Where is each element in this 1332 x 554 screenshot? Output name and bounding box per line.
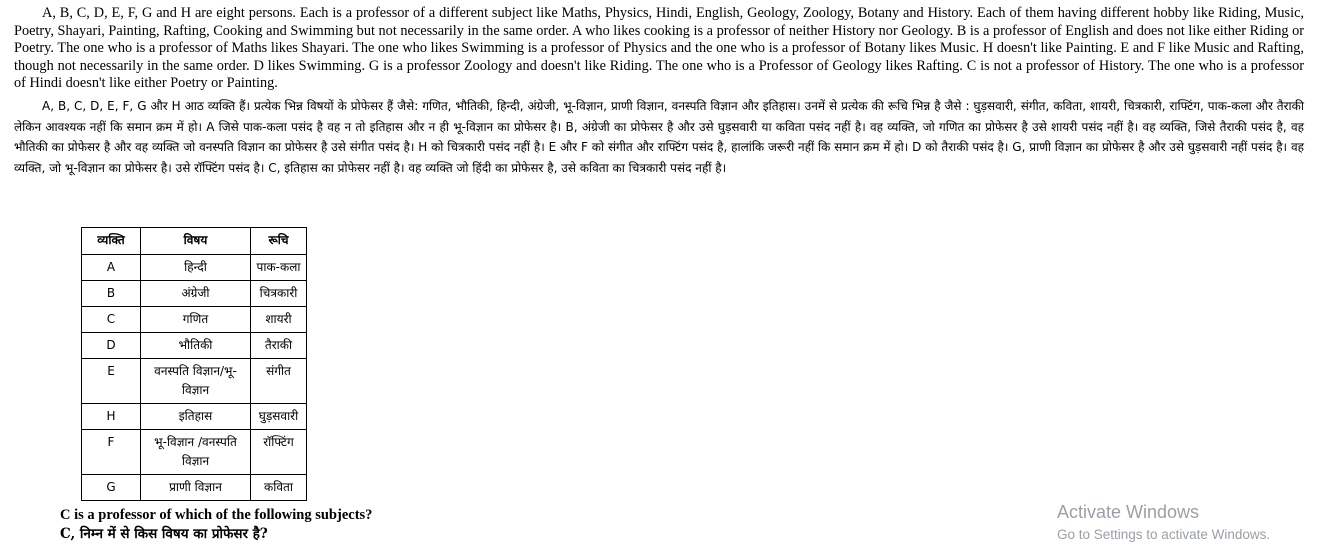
cell-hobby: शायरी xyxy=(251,307,307,333)
table-row xyxy=(82,430,307,475)
question-hindi: C, निम्न में से किस विषय का प्रोफेसर है? xyxy=(60,526,268,542)
table-row xyxy=(82,475,307,501)
cell-subject: अंग्रेजी xyxy=(141,281,251,307)
arrangement-table xyxy=(81,227,307,501)
cell-person: A xyxy=(82,255,141,281)
cell-hobby: तैराकी xyxy=(251,333,307,359)
question-english: C is a professor of which of the following subjects? xyxy=(60,507,373,523)
table-row xyxy=(82,404,307,430)
cell-person: F xyxy=(82,430,141,475)
cell-hobby: राॅफ्टिंग xyxy=(251,430,307,475)
cell-hobby: कविता xyxy=(251,475,307,501)
activation-watermark-subtitle: Go to Settings to activate Windows. xyxy=(1057,527,1271,542)
cell-subject: भौतिकी xyxy=(141,333,251,359)
table-row xyxy=(82,255,307,281)
header-subject: विषय xyxy=(141,228,251,255)
cell-hobby: संगीत xyxy=(251,359,307,404)
cell-subject: हिन्दी xyxy=(141,255,251,281)
cell-hobby: चित्रकारी xyxy=(251,281,307,307)
cell-person: C xyxy=(82,307,141,333)
cell-person: H xyxy=(82,404,141,430)
cell-subject: इतिहास xyxy=(141,404,251,430)
cell-hobby: घुड़सवारी xyxy=(251,404,307,430)
table-row xyxy=(82,359,307,404)
cell-person: E xyxy=(82,359,141,404)
table-row xyxy=(82,333,307,359)
cell-hobby: पाक-कला xyxy=(251,255,307,281)
puzzle-paragraph-english: A, B, C, D, E, F, G and H are eight persons. Each is a professor of a different subject like Maths, Physics, Hindi, English, Geology, Zoology, Botany and History. Each of them having different hobby like Riding, Music, Poetry, Shayari, Painting, Rafting, Cooking and Swimming but not necessarily in the same order. A who likes cooking is a professor of neither History nor Geology. B is a professor of English and does not like either Riding or Poetry. The one who is a professor of Maths likes Shayari. The one who likes Swimming is a professor of Physics and the one who is a professor of Botany likes Music. H doesn't like Painting. E and F like Music and Rafting, though not necessarily in the same order. D likes Swimming. G is a professor Zoology and doesn't like Riding. The one who is a Professor of Geology likes Rafting. C is not a professor of History. The one who is a professor of Hindi doesn't like either Poetry or Painting. xyxy=(14,5,1304,92)
cell-person: B xyxy=(82,281,141,307)
table-row xyxy=(82,281,307,307)
cell-person: D xyxy=(82,333,141,359)
cell-subject: भू-विज्ञान /वनस्पति विज्ञान xyxy=(141,430,251,475)
puzzle-paragraph-hindi: A, B, C, D, E, F, G और H आठ व्यक्ति हैं। प्रत्येक भिन्न विषयों के प्रोफेसर हैं जैसे: गणित, भौतिकी, हिन्दी, अंग्रेजी, भू-विज्ञान, प्राणी विज्ञान, वनस्पति विज्ञान और इतिहास। उनमें से प्रत्येक की रूचि भिन्न है जैसे : घुड़सवारी, संगीत, कविता, शायरी, चित्रकारी, राफ्टिंग, पाक-कला और तैराकी लेकिन आवश्यक नहीं कि समान क्रम में हो। A जिसे पाक-कला पसंद है वह न तो इतिहास और न ही भू-विज्ञान का प्रोफेसर है। B, अंग्रेजी का प्रोफेसर है और उसे घुड़सवारी या कविता पसंद नहीं है। वह व्यक्ति, जो गणित का प्रोफेसर है उसे शायरी पसंद नहीं है। वह व्यक्ति, जिसे तैराकी पसंद है, वह भौतिकी का प्रोफेसर है और वह व्यक्ति जो वनस्पति विज्ञान का प्रोफेसर है उसे संगीत पसंद है। H को चित्रकारी पसंद नहीं है। E और F को संगीत और राफ्टिंग पसंद है, हालांकि जरूरी नहीं कि समान क्रम में हो। D को तैराकी पसंद है। G, प्राणी विज्ञान का प्रोफेसर है और उसे घुड़सवारी नहीं पसंद है। वह व्यक्ति, जो भू-विज्ञान का प्रोफेसर है। उसे राॅफ्टिंग पसंद है। C, इतिहास का प्रोफेसर नहीं है। वह व्यक्ति जो हिंदी का प्रोफेसर है, उसे कविता का चित्रकारी पसंद नहीं है। xyxy=(14,99,1304,175)
cell-person: G xyxy=(82,475,141,501)
cell-subject: प्राणी विज्ञान xyxy=(141,475,251,501)
cell-subject: गणित xyxy=(141,307,251,333)
header-person: व्यक्ति xyxy=(82,228,141,255)
activation-watermark-title: Activate Windows xyxy=(1057,502,1200,522)
header-hobby: रूचि xyxy=(251,228,307,255)
table-header-row xyxy=(82,228,307,255)
table-row xyxy=(82,307,307,333)
cell-subject: वनस्पति विज्ञान/भू-विज्ञान xyxy=(141,359,251,404)
